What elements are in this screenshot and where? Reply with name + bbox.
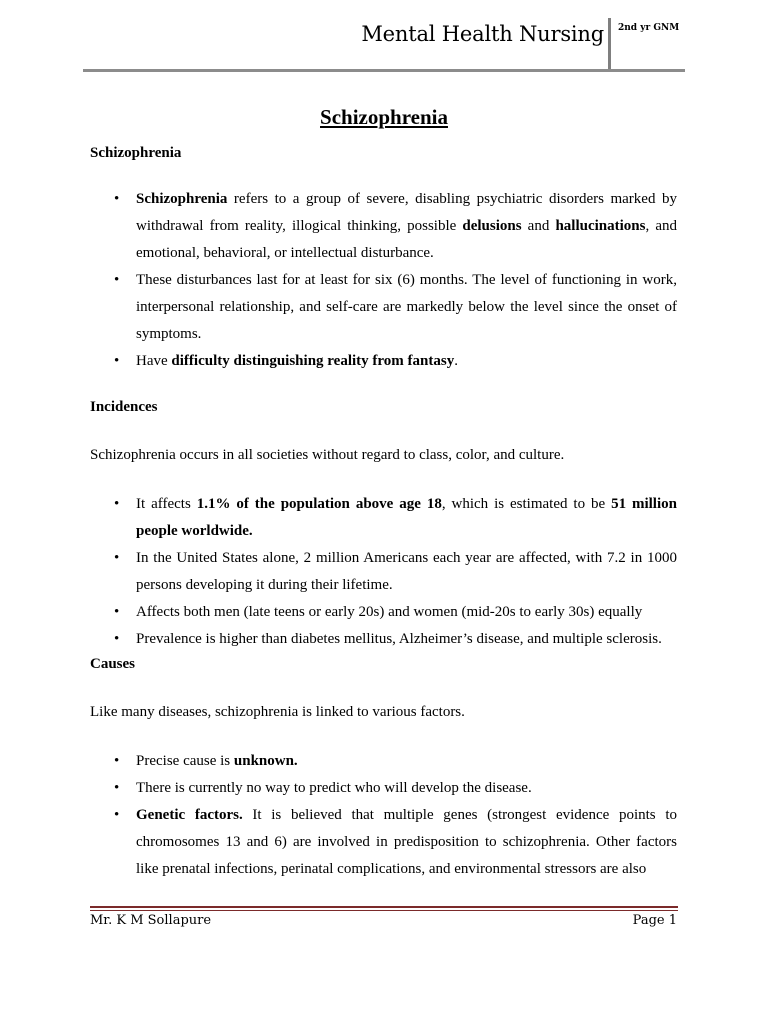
causes-bullet-list xyxy=(136,748,677,883)
text-run: refers to a group of severe, disabling psychiatric disorders marked by withdrawal from reality, illogical thinking, possible xyxy=(136,191,677,234)
list-item xyxy=(136,599,677,626)
bold-text: hallucinations xyxy=(555,218,646,234)
text-run: and xyxy=(521,218,556,234)
text-run: In the United States alone, 2 million Americans each year are affected, with 7.2 in 1000 persons developing it during their lifetime. xyxy=(136,550,677,593)
bold-text: unknown. xyxy=(233,753,298,769)
bold-text: 1.1% of the population above age 18 xyxy=(196,496,442,512)
bold-text: Genetic factors. xyxy=(136,807,243,823)
text-run: Precise cause is xyxy=(136,753,234,769)
header-rule xyxy=(83,69,685,72)
text-run: There is currently no way to predict who will develop the disease. xyxy=(136,780,532,796)
list-item xyxy=(136,186,677,267)
incidences-intro: Schizophrenia occurs in all societies without regard to class, color, and culture. xyxy=(90,447,565,463)
section-heading-incidences: Incidences xyxy=(90,399,158,415)
bold-text: delusions xyxy=(462,218,522,234)
text-run: Affects both men (late teens or early 20s) and women (mid-20s to early 30s) equally xyxy=(136,604,643,620)
bold-text: difficulty distinguishing reality from fantasy xyxy=(171,353,455,369)
header-badge: 2nd yr GNM xyxy=(618,23,680,33)
list-item xyxy=(136,267,677,348)
list-item xyxy=(136,545,677,599)
list-item xyxy=(136,802,677,883)
text-run: , which is estimated to be xyxy=(441,496,612,512)
footer-page-number: Page 1 xyxy=(632,913,677,928)
list-item xyxy=(136,748,677,775)
bold-text: 51 million people worldwide. xyxy=(136,496,677,539)
footer-rule-thin xyxy=(90,910,678,911)
text-run: It affects xyxy=(136,496,197,512)
list-item xyxy=(136,348,677,375)
text-run: These disturbances last for at least for six (6) months. The level of functioning in work, interpersonal relationship, and self-care are markedly below the level since the onset of symptoms. xyxy=(136,272,677,342)
text-run: , and emotional, behavioral, or intellectual disturbance. xyxy=(136,218,677,261)
footer-rule xyxy=(90,906,678,908)
list-item xyxy=(136,775,677,802)
schizophrenia-bullet-list xyxy=(136,186,677,375)
causes-intro: Like many diseases, schizophrenia is linked to various factors. xyxy=(90,704,465,720)
footer-author: Mr. K M Sollapure xyxy=(90,913,212,928)
section-heading-schizophrenia: Schizophrenia xyxy=(90,145,182,161)
text-run: . xyxy=(454,353,458,369)
list-item xyxy=(136,491,677,545)
document-title: Schizophrenia xyxy=(320,105,448,129)
text-run: Have xyxy=(136,353,172,369)
incidences-bullet-list xyxy=(136,491,677,653)
bold-text: Schizophrenia xyxy=(136,191,228,207)
text-run: Prevalence is higher than diabetes mellitus, Alzheimer’s disease, and multiple sclerosis. xyxy=(136,631,662,647)
text-run: It is believed that multiple genes (strongest evidence points to chromosomes 13 and 6) are involved in predisposition to schizophrenia. Other factors like prenatal infections, perinatal complications, and environmental stressors are also xyxy=(136,807,677,877)
header-title: Mental Health Nursing xyxy=(361,22,604,46)
section-heading-causes: Causes xyxy=(90,656,136,672)
list-item xyxy=(136,626,677,653)
header-divider xyxy=(608,18,611,72)
